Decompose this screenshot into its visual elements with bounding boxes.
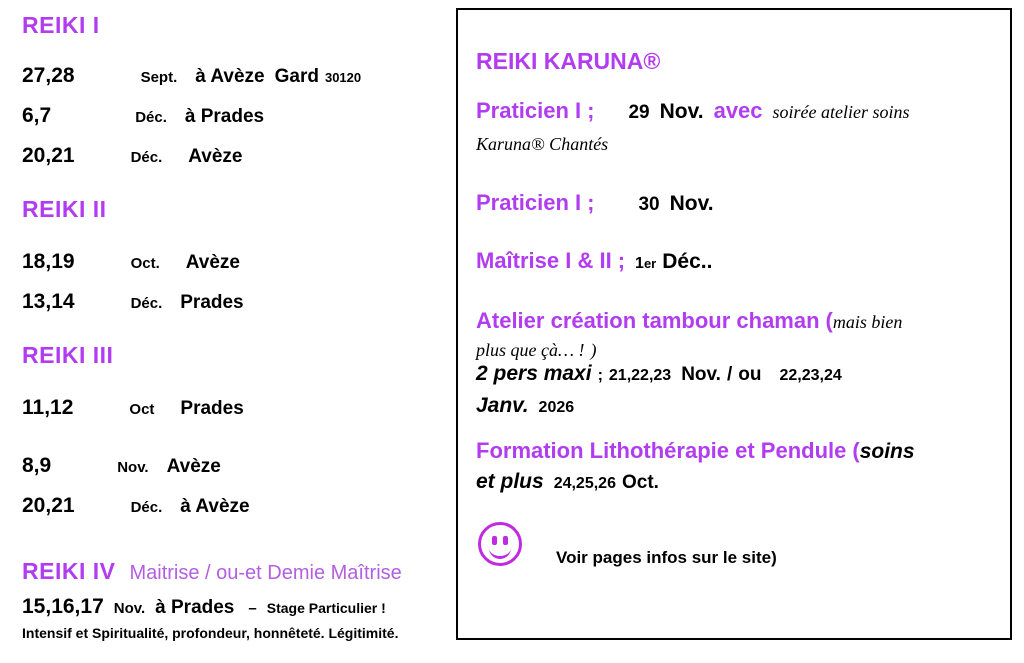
atelier-dates-row-1 bbox=[476, 362, 1006, 386]
atelier-semicolon: ; bbox=[597, 367, 603, 384]
praticien-1-label: Praticien I bbox=[476, 98, 582, 123]
smiley-mouth bbox=[489, 545, 511, 559]
stage-note: Stage Particulier ! bbox=[266, 600, 386, 616]
atelier-dates-row-2 bbox=[476, 394, 1006, 418]
row-dates: 8,9 bbox=[22, 454, 52, 477]
praticien-2-month: Nov. bbox=[669, 192, 714, 215]
row-dates: 13,14 bbox=[22, 290, 75, 313]
praticien-1-detail: soirée atelier soins bbox=[772, 102, 910, 122]
reiki-1-heading: REIKI I bbox=[22, 12, 100, 38]
left-column-schedule bbox=[0, 0, 450, 663]
row-month: Sept. bbox=[140, 69, 178, 86]
row-place-region: Gard bbox=[274, 66, 319, 87]
row-place: Avèze bbox=[188, 146, 243, 167]
atelier-note-2: plus que çà… ! bbox=[476, 340, 585, 360]
praticien-1-row bbox=[476, 98, 1006, 124]
atelier-ou: ou bbox=[738, 364, 762, 385]
row-month: Oct bbox=[129, 401, 155, 418]
row-dash: – bbox=[248, 600, 257, 617]
reiki-3-heading: REIKI III bbox=[22, 342, 114, 368]
reiki-3-row-3 bbox=[22, 494, 442, 518]
atelier-paren-open: ( bbox=[825, 308, 833, 333]
atelier-dates-1: 21,22,23 bbox=[608, 367, 672, 384]
reiki-4-description: Intensif et Spiritualité, profondeur, honnêteté. Légitimité. bbox=[22, 625, 399, 641]
praticien-2-row bbox=[476, 190, 1006, 216]
row-dates: 11,12 bbox=[22, 396, 74, 419]
row-dates: 18,19 bbox=[22, 250, 75, 273]
maitrise-semicolon: ; bbox=[617, 248, 626, 273]
atelier-note-row bbox=[476, 340, 1006, 361]
litho-dates: 24,25,26 bbox=[553, 475, 616, 492]
atelier-title-row bbox=[476, 308, 1006, 334]
maitrise-day-suffix: er bbox=[643, 256, 657, 271]
maitrise-row bbox=[476, 248, 1006, 274]
litho-note-2: et plus bbox=[476, 470, 544, 493]
maitrise-day: 1 bbox=[635, 255, 644, 272]
litho-title-row bbox=[476, 438, 1006, 464]
row-dates: 6,7 bbox=[22, 104, 52, 127]
row-dates: 27,28 bbox=[22, 64, 75, 87]
row-place: Prades bbox=[180, 398, 244, 419]
reiki-2-heading: REIKI II bbox=[22, 196, 107, 222]
reiki-4-heading: REIKI IV bbox=[22, 558, 116, 584]
praticien-1-month: Nov. bbox=[659, 100, 704, 123]
row-place: Prades bbox=[180, 292, 244, 313]
row-place: à Prades bbox=[184, 106, 265, 127]
row-month: Déc. bbox=[130, 149, 163, 166]
litho-dates-row bbox=[476, 470, 1006, 494]
row-month: Déc. bbox=[130, 295, 163, 312]
praticien-1-semicolon: ; bbox=[587, 98, 595, 123]
maitrise-month: Déc.. bbox=[662, 250, 713, 273]
row-place: à Avèze bbox=[180, 496, 250, 517]
row-dates: 20,21 bbox=[22, 494, 75, 517]
smiley-face-icon bbox=[478, 522, 522, 566]
row-place: à Avèze bbox=[195, 66, 265, 87]
row-dates: 15,16,17 bbox=[22, 595, 104, 618]
row-month: Oct. bbox=[130, 255, 160, 272]
reiki-1-row-1 bbox=[22, 64, 442, 88]
reiki-3-row-1 bbox=[22, 396, 442, 420]
karuna-heading: REIKI KARUNA® bbox=[476, 48, 661, 74]
praticien-1-avec: avec bbox=[713, 98, 763, 123]
reiki-2-row-2 bbox=[22, 290, 442, 314]
atelier-title: Atelier création tambour chaman bbox=[476, 308, 820, 333]
praticien-2-day: 30 bbox=[638, 194, 660, 215]
reiki-4-row-1 bbox=[22, 595, 452, 619]
row-month: Déc. bbox=[130, 499, 163, 516]
litho-title: Formation Lithothérapie et Pendule bbox=[476, 438, 847, 463]
row-zipcode: 30120 bbox=[324, 70, 362, 85]
row-place: à Prades bbox=[155, 597, 235, 618]
litho-paren-open: ( bbox=[852, 438, 860, 463]
row-place: Avèze bbox=[166, 456, 221, 477]
atelier-month-1: Nov. bbox=[681, 364, 721, 385]
atelier-slash: / bbox=[726, 364, 733, 385]
row-place: Avèze bbox=[185, 252, 240, 273]
litho-month: Oct. bbox=[621, 472, 659, 493]
atelier-dates-2: 22,23,24 bbox=[779, 367, 842, 384]
karuna-panel bbox=[456, 8, 1012, 640]
reiki-2-row-1 bbox=[22, 250, 442, 274]
smiley-right-eye bbox=[503, 536, 508, 545]
atelier-month-2: Janv. bbox=[476, 394, 529, 417]
atelier-pers-max: 2 pers maxi bbox=[476, 362, 592, 385]
praticien-2-label: Praticien I bbox=[476, 190, 582, 215]
site-info-note: Voir pages infos sur le site) bbox=[556, 548, 777, 567]
row-month: Déc. bbox=[135, 109, 167, 126]
praticien-2-semicolon: ; bbox=[587, 190, 595, 215]
reiki-4-heading-row bbox=[22, 558, 402, 585]
litho-note-1: soins bbox=[859, 440, 915, 463]
atelier-paren-close: ) bbox=[590, 340, 597, 360]
reiki-4-subtitle: Maitrise / ou-et Demie Maîtrise bbox=[129, 562, 402, 584]
reiki-1-row-2 bbox=[22, 104, 442, 128]
row-dates: 20,21 bbox=[22, 144, 75, 167]
atelier-year: 2026 bbox=[538, 399, 575, 416]
praticien-1-detail-2: Karuna® Chantés bbox=[476, 134, 609, 154]
atelier-note-1: mais bien bbox=[832, 312, 903, 332]
row-month: Nov. bbox=[113, 600, 146, 617]
maitrise-label: Maîtrise I & II bbox=[476, 248, 612, 273]
praticien-1-day: 29 bbox=[628, 102, 650, 123]
reiki-1-row-3 bbox=[22, 144, 442, 168]
reiki-3-row-2 bbox=[22, 454, 442, 478]
smiley-left-eye bbox=[492, 536, 497, 545]
row-month: Nov. bbox=[117, 459, 149, 476]
